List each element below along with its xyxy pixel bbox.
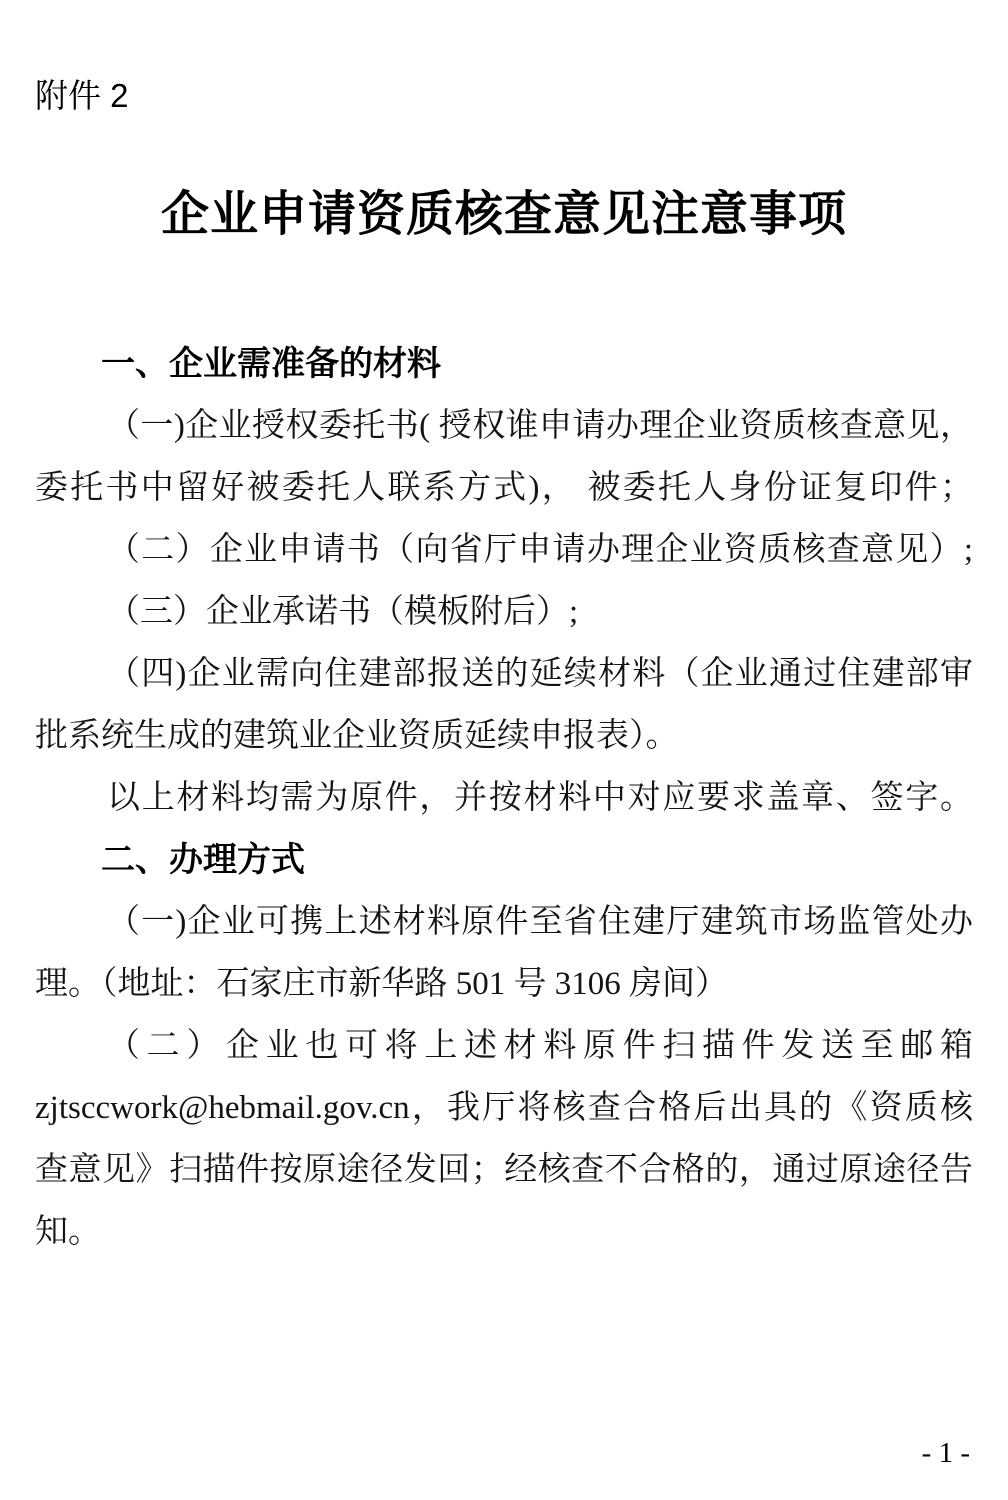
page-title: 企业申请资质核查意见注意事项: [160, 188, 847, 241]
paragraph-line: （一)企业授权委托书( 授权谁申请办理企业资质核查意见，: [107, 408, 973, 444]
paragraph-line: 知。: [35, 1214, 101, 1250]
attachment-label: 附件 2: [35, 77, 129, 114]
section-heading-materials: 一、企业需准备的材料: [101, 345, 441, 383]
paragraph-line-email: zjtsccwork@hebmail.gov.cn，我厅将核查合格后出具的《资质核: [35, 1090, 973, 1126]
page-number: - 1 -: [921, 1437, 970, 1469]
paragraph-line: 理。（地址：石家庄市新华路 501 号 3106 房间）: [35, 966, 728, 1002]
paragraph-line: （四)企业需向住建部报送的延续材料（企业通过住建部审: [107, 656, 973, 692]
section-heading-process: 二、办理方式: [101, 841, 305, 879]
paragraph-line: 以上材料均需为原件，并按材料中对应要求盖章、签字。: [107, 780, 973, 816]
paragraph-line: （二）企业也可将上述材料原件扫描件发送至邮箱: [107, 1028, 973, 1064]
paragraph-line: （一)企业可携上述材料原件至省住建厅建筑市场监管处办: [107, 904, 973, 940]
paragraph-line: （二）企业申请书（向省厅申请办理企业资质核查意见）;: [107, 532, 973, 568]
paragraph-line: 查意见》扫描件按原途径发回；经核查不合格的，通过原途径告: [35, 1152, 973, 1188]
paragraph-line: （三）企业承诺书（模板附后）;: [107, 594, 579, 630]
paragraph-line: 批系统生成的建筑业企业资质延续申报表）。: [35, 718, 679, 754]
paragraph-line: 委托书中留好被委托人联系方式)， 被委托人身份证复印件；: [35, 470, 973, 506]
document-body: [35, 333, 973, 1263]
